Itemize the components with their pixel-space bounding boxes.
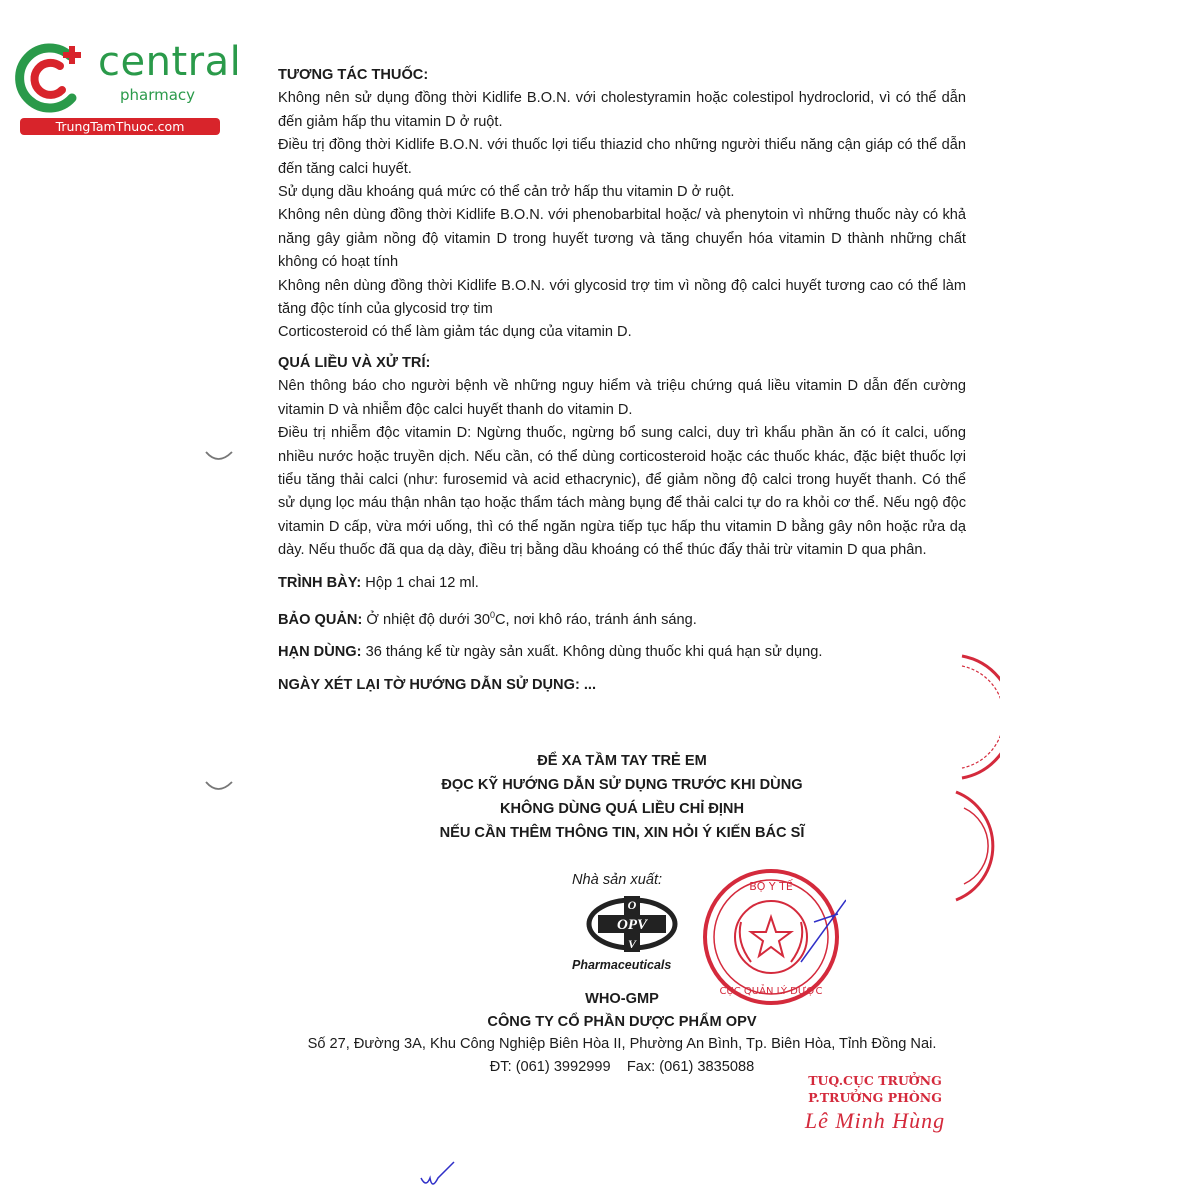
manufacturer-logo-subtitle: Pharmaceuticals (572, 958, 672, 972)
company-address: Số 27, Đường 3A, Khu Công Nghiệp Biên Hòa II, Phường An Bình, Tp. Biên Hòa, Tỉnh Đồng Nai. (307, 1036, 937, 1052)
approval-line: P.TRƯỞNG PHÒNG (808, 1090, 942, 1105)
storage-label: BẢO QUẢN: (278, 611, 363, 628)
storage-line (278, 604, 966, 632)
paragraph: Không nên sử dụng đồng thời Kidlife B.O.N. với cholestyramin hoặc colestipol hydroclorid, vì có thể dẫn đến giảm hấp thu vitamin D ở ruột. (278, 90, 966, 130)
paragraph: Điều trị đồng thời Kidlife B.O.N. với thuốc lợi tiểu thiazid cho những người thiểu năng cận giáp có thể dẫn đến tăng calci huyết. (278, 137, 966, 177)
svg-text:BỘ Y TẾ: BỘ Y TẾ (749, 880, 793, 893)
paragraph: Nên thông báo cho người bệnh về những nguy hiểm và triệu chứng quá liều vitamin D dẫn đến cường vitamin D và nhiễm độc calci huyết thanh do vitamin D. (278, 378, 966, 418)
manufacturer-footer (278, 988, 966, 1078)
approval-signature (780, 1072, 970, 1136)
signer-name: Lê Minh Hùng (804, 1108, 946, 1133)
warning-line: KHÔNG DÙNG QUÁ LIỀU CHỈ ĐỊNH (499, 801, 745, 817)
review-date: NGÀY XÉT LẠI TỜ HƯỚNG DẪN SỬ DỤNG: ... (278, 676, 597, 693)
storage-value: Ở nhiệt độ dưới $30^0C$, nơi khô ráo, tránh ánh sáng. (366, 609, 697, 628)
shelf-life-line (278, 641, 966, 664)
section-drug-interactions (278, 64, 966, 345)
company-phone: ĐT: (061) 3992999 (489, 1058, 611, 1075)
brand-name: central (98, 39, 242, 85)
paragraph: Không nên dùng đồng thời Kidlife B.O.N. với phenobarbital hoặc/ và phenytoin vì những thuốc này có khả năng gây giảm nồng độ vitamin D trong huyết tương và tăng chuyển hóa vitamin D thành những chất không có hoạt tính (278, 207, 966, 271)
partial-stamp-icon (958, 652, 1000, 782)
paragraph: Không nên dùng đồng thời Kidlife B.O.N. với glycosid trợ tim vì nồng độ calci huyết tương cao có thể làm tăng độc tính của glycosid trợ tim (278, 277, 966, 318)
central-pharmacy-logo (10, 38, 242, 138)
partial-stamp-icon (952, 786, 1010, 906)
central-pharmacy-c-icon (10, 38, 90, 118)
svg-text:V: V (627, 937, 637, 951)
certification: WHO-GMP (585, 991, 659, 1007)
company-fax: Fax: (061) 3835088 (626, 1058, 755, 1075)
presentation-value: Hộp 1 chai 12 ml. (365, 574, 479, 591)
warning-line: ĐỌC KỸ HƯỚNG DẪN SỬ DỤNG TRƯỚC KHI DÙNG (441, 777, 803, 793)
section-overdose (278, 352, 966, 563)
shelf-life-label: HẠN DÙNG: (278, 644, 362, 661)
opv-logo-icon (586, 893, 678, 955)
svg-text:OPV: OPV (617, 917, 647, 933)
brand-subtitle: pharmacy (120, 86, 196, 104)
warning-line: ĐỂ XA TẦM TAY TRẺ EM (537, 753, 707, 769)
section-heading: QUÁ LIỀU VÀ XỬ TRÍ: (278, 354, 431, 371)
brand-website[interactable]: TrungTamThuoc.com (20, 118, 220, 135)
ministry-stamp-icon (696, 862, 846, 1012)
binder-hole-icon (204, 778, 234, 798)
warning-block (278, 749, 966, 845)
leaflet-content (278, 64, 966, 697)
paragraph: Sử dụng dầu khoáng quá mức có thể cản trở hấp thu vitamin D ở ruột. (278, 184, 735, 201)
approval-line: TUQ.CỤC TRƯỞNG (808, 1073, 942, 1088)
initials-mark-icon (418, 1160, 458, 1192)
svg-text:O: O (627, 898, 637, 912)
shelf-life-value: 36 tháng kể từ ngày sản xuất. Không dùng thuốc khi quá hạn sử dụng. (365, 644, 823, 661)
paragraph: Điều trị nhiễm độc vitamin D: Ngừng thuốc, ngừng bổ sung calci, duy trì khẩu phần ăn có ít calci, uống nhiều nước hoặc truyền dịch. Nếu cần, có thể dùng corticosteroid hoặc các thuốc khác, đặc biệt thuốc lợi tiểu tăng thải calci (như: furosemid và acid ethacrynic), để giảm nồng độ calci trong huyết thanh. Có thể sử dụng lọc máu thận nhân tạo hoặc thẩm tách màng bụng để thải calci tự do ra khỏi cơ thể. Nếu ngộ độc vitamin D cấp, vừa mới uống, thì có thể ngăn ngừa tiếp tục hấp thu vitamin D bằng gây nôn hoặc rửa dạ dày. Nếu thuốc đã qua dạ dày, điều trị bằng dầu khoáng có thể thúc đẩy thải trừ vitamin D qua phân. (278, 425, 966, 559)
presentation-label: TRÌNH BÀY: (278, 574, 362, 591)
binder-hole-icon (204, 448, 234, 468)
section-heading: TƯƠNG TÁC THUỐC: (278, 67, 429, 83)
svg-text:CỤC QUẢN LÝ DƯỢC: CỤC QUẢN LÝ DƯỢC (719, 986, 823, 997)
company-name: CÔNG TY CỔ PHẦN DƯỢC PHẨM OPV (487, 1013, 757, 1030)
presentation-line (278, 572, 966, 595)
manufacturer-label: Nhà sản xuất: (572, 872, 663, 888)
paragraph: Corticosteroid có thể làm giảm tác dụng của vitamin D. (278, 324, 632, 341)
warning-line: NẾU CẦN THÊM THÔNG TIN, XIN HỎI Ý KIẾN BÁC SĨ (439, 825, 805, 841)
